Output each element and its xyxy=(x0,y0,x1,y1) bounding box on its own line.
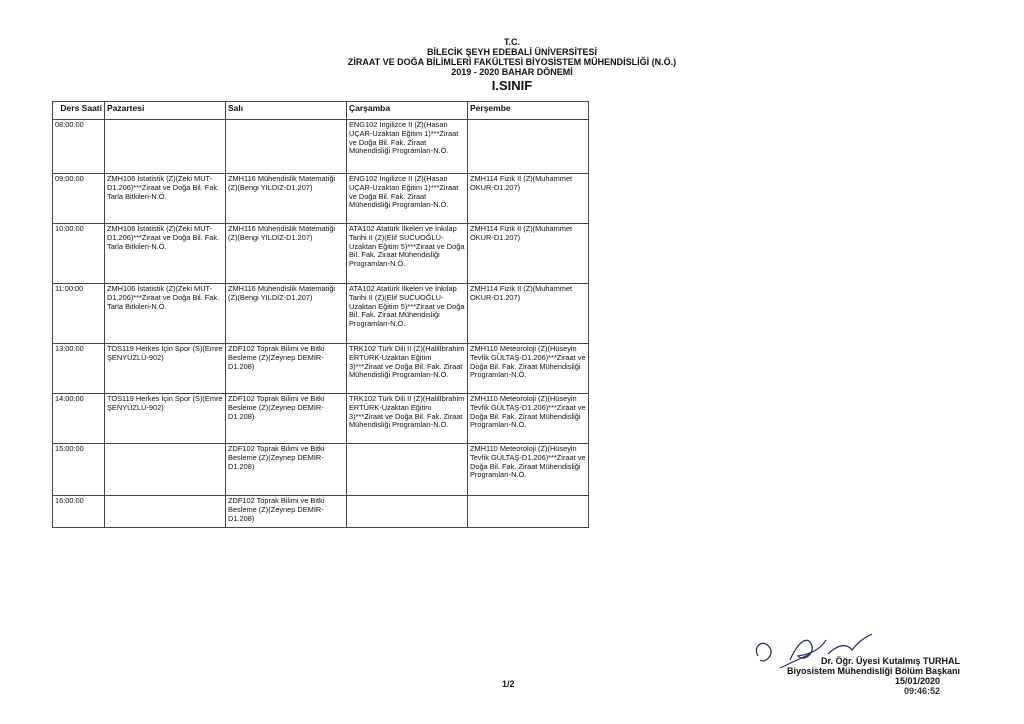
lesson-cell: ZMH110 Meteoroloji (Z)(Hüseyin Tevfik GÜLTAŞ-D1.206)***Ziraat ve Doğa Bil. Fak. Ziraat Mühendisliği Programları-N.Ö. xyxy=(468,444,589,496)
time-cell: 10:00:00 xyxy=(53,224,105,284)
header-term: 2019 - 2020 BAHAR DÖNEMİ xyxy=(451,67,573,77)
lesson-cell: TOS119 Herkes İçin Spor (S)(Emre ŞENYÜZLÜ-902) xyxy=(105,394,226,444)
table-row xyxy=(53,394,589,444)
column-header-time: Ders Saati xyxy=(53,102,105,120)
header-class: I.SINIF xyxy=(491,78,533,93)
lesson-cell: ZMH106 İstatistik (Z)(Zeki MUT-D1.206)***Ziraat ve Doğa Bil. Fak. Tarla Bitkileri-N.Ö. xyxy=(105,284,226,344)
page-number: 1/2 xyxy=(502,679,515,689)
column-header-thursday: Perşembe xyxy=(468,102,589,120)
lesson-cell xyxy=(468,496,589,528)
header-row xyxy=(53,102,589,120)
lesson-cell xyxy=(226,120,347,174)
lesson-cell: TRK102 Türk Dili II (Z)(Halilİbrahim ERTÜRK-Uzaktan Eğitim 3)***Ziraat ve Doğa Bil. Fak. Ziraat Mühendisliği Programları-N.Ö. xyxy=(347,344,468,394)
time-cell: 13:00:00 xyxy=(53,344,105,394)
lesson-cell: ENG102 İngilizce II (Z)(Hasan UÇAR-Uzaktan Eğitim 1)***Ziraat ve Doğa Bil. Fak. Ziraat Mühendisliği Programları-N.Ö. xyxy=(347,120,468,174)
lesson-cell: ENG102 İngilizce II (Z)(Hasan UÇAR-Uzaktan Eğitim 1)***Ziraat ve Doğa Bil. Fak. Ziraat Mühendisliği Programları-N.Ö. xyxy=(347,174,468,224)
lesson-cell xyxy=(347,496,468,528)
lesson-cell xyxy=(347,444,468,496)
column-header-tuesday: Salı xyxy=(226,102,347,120)
lesson-cell: ZMH114 Fizik II (Z)(Muhammet OKUR-D1.207) xyxy=(468,284,589,344)
header-tc: T.C. xyxy=(503,37,520,47)
lesson-cell: ZMH110 Meteoroloji (Z)(Hüseyin Tevfik GÜLTAŞ-D1.206)***Ziraat ve Doğa Bil. Fak. Ziraat Mühendisliği Programları-N.Ö. xyxy=(468,344,589,394)
lesson-cell: ZDF102 Toprak Bilimi ve Bitki Besleme (Z)(Zeynep DEMİR-D1.208) xyxy=(226,394,347,444)
lesson-cell: ZMH114 Fizik II (Z)(Muhammet OKUR-D1.207) xyxy=(468,224,589,284)
table-row xyxy=(53,224,589,284)
time-cell: 08:00:00 xyxy=(53,120,105,174)
lesson-cell: ZMH106 İstatistik (Z)(Zeki MUT-D1.206)***Ziraat ve Doğa Bil. Fak. Tarla Bitkileri-N.Ö. xyxy=(105,224,226,284)
time-cell: 11:00:00 xyxy=(53,284,105,344)
lesson-cell: ATA102 Atatürk İlkeleri ve İnkılap Tarihi II (Z)(Elif SUCUOĞLU-Uzaktan Eğitim 5)***Ziraat ve Doğa Bil. Fak. Ziraat Mühendisliği Programları-N.Ö. xyxy=(347,224,468,284)
table-row xyxy=(53,174,589,224)
lesson-cell: ZMH116 Mühendislik Matematiği (Z)(Bengi YILDIZ-D1.207) xyxy=(226,174,347,224)
header-university: BİLECİK ŞEYH EDEBALİ ÜNİVERSİTESİ xyxy=(426,47,598,57)
lesson-cell: ZMH110 Meteoroloji (Z)(Hüseyin Tevfik GÜLTAŞ-D1.206)***Ziraat ve Doğa Bil. Fak. Ziraat Mühendisliği Programları-N.Ö. xyxy=(468,394,589,444)
lesson-cell: ZMH106 İstatistik (Z)(Zeki MUT-D1.206)***Ziraat ve Doğa Bil. Fak. Tarla Bitkileri-N.Ö. xyxy=(105,174,226,224)
lesson-cell: ZMH116 Mühendislik Matematiği (Z)(Bengi YILDIZ-D1.207) xyxy=(226,284,347,344)
signature-time: 09:46:52 xyxy=(903,686,940,696)
lesson-cell: ATA102 Atatürk İlkeleri ve İnkılap Tarihi II (Z)(Elif SUCUOĞLU-Uzaktan Eğitim 5)***Ziraat ve Doğa Bil. Fak. Ziraat Mühendisliği Programları-N.Ö. xyxy=(347,284,468,344)
table-row xyxy=(53,120,589,174)
header-faculty: ZİRAAT VE DOĞA BİLİMLERİ FAKÜLTESİ BİYOSİSTEM MÜHENDİSLİĞİ (N.Ö.) xyxy=(347,57,677,67)
signatory-title: Biyosistem Mühendisliği Bölüm Başkanı xyxy=(786,666,960,676)
lesson-cell: ZDF102 Toprak Bilimi ve Bitki Besleme (Z)(Zeynep DEMİR-D1.208) xyxy=(226,496,347,528)
lesson-cell: TOS119 Herkes İçin Spor (S)(Emre ŞENYÜZLÜ-902) xyxy=(105,344,226,394)
signatory-name: Dr. Öğr. Üyesi Kutalmış TURHAL xyxy=(820,656,960,666)
table-row xyxy=(53,444,589,496)
table-row xyxy=(53,496,589,528)
signature-date: 15/01/2020 xyxy=(894,676,940,686)
schedule-table xyxy=(52,101,589,528)
lesson-cell: ZDF102 Toprak Bilimi ve Bitki Besleme (Z)(Zeynep DEMİR-D1.208) xyxy=(226,344,347,394)
lesson-cell xyxy=(105,496,226,528)
lesson-cell: TRK102 Türk Dili II (Z)(Halilİbrahim ERTÜRK-Uzaktan Eğitim 3)***Ziraat ve Doğa Bil. Fak. Ziraat Mühendisliği Programları-N.Ö. xyxy=(347,394,468,444)
lesson-cell: ZMH114 Fizik II (Z)(Muhammet OKUR-D1.207) xyxy=(468,174,589,224)
column-header-monday: Pazartesi xyxy=(105,102,226,120)
lesson-cell xyxy=(105,444,226,496)
time-cell: 15:00:00 xyxy=(53,444,105,496)
table-row xyxy=(53,284,589,344)
time-cell: 14:00:00 xyxy=(53,394,105,444)
lesson-cell xyxy=(105,120,226,174)
time-cell: 16:00:00 xyxy=(53,496,105,528)
lesson-cell: ZDF102 Toprak Bilimi ve Bitki Besleme (Z)(Zeynep DEMİR-D1.208) xyxy=(226,444,347,496)
column-header-wednesday: Çarşamba xyxy=(347,102,468,120)
time-cell: 09:00:00 xyxy=(53,174,105,224)
lesson-cell xyxy=(468,120,589,174)
lesson-cell: ZMH116 Mühendislik Matematiği (Z)(Bengi YILDIZ-D1.207) xyxy=(226,224,347,284)
table-row xyxy=(53,344,589,394)
